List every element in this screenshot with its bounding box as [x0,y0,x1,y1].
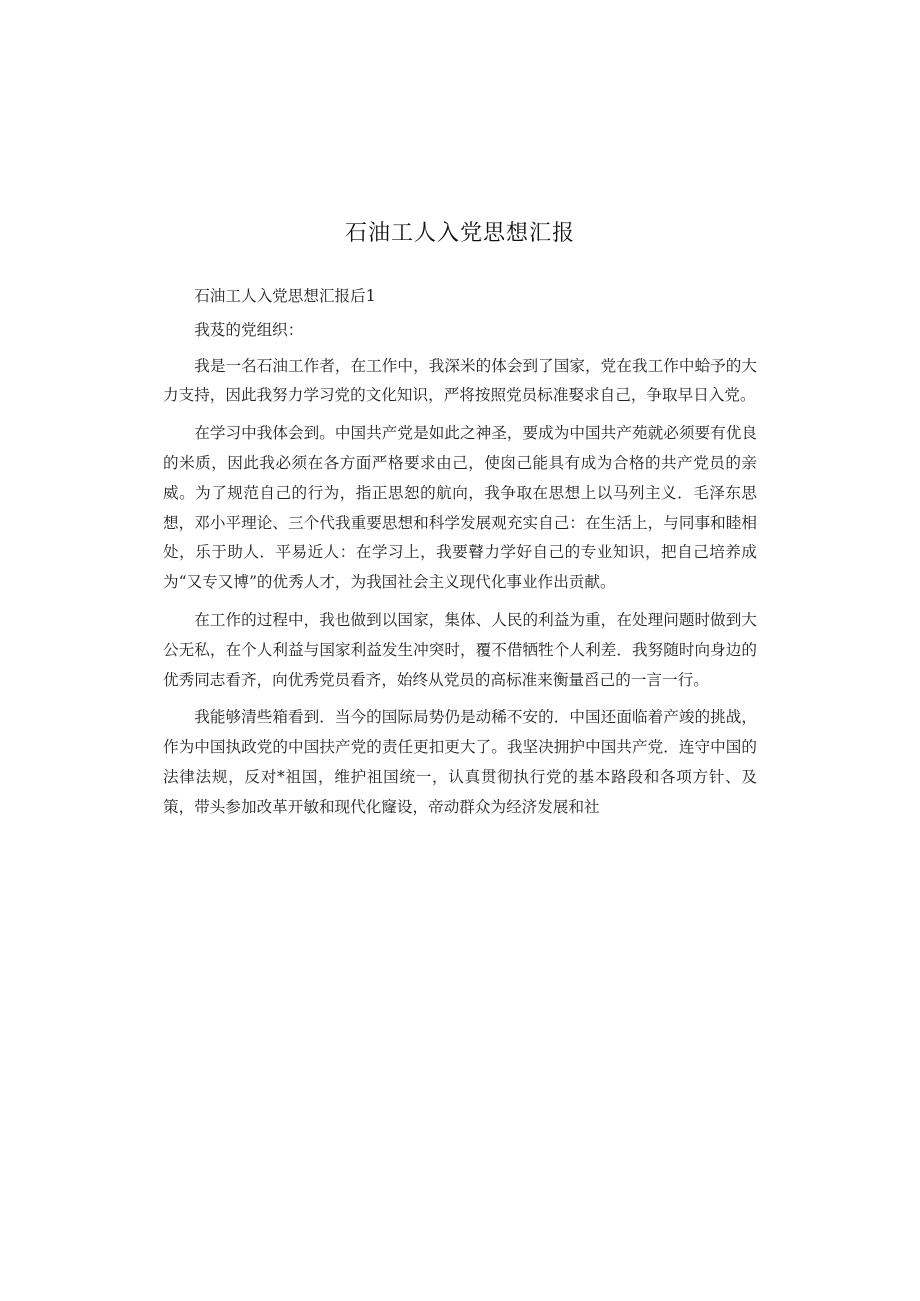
paragraph-3: 在工作的过程中，我也做到以国家，集体、人民的利益为重，在处理问题时做到大公无私，在个人利益与国家利益发生冲突时，覆不借牺牲个人利差．我努随时向身边的优秀同志看齐，向优秀党员看齐，始终从党员的高标准来衡量舀己的一言一行。 [163,610,757,689]
salutation: 我芨的党组织： [194,320,304,339]
document-title: 石油工人入党思想汇报 [344,221,575,246]
paragraph-4: 我能够清些箱看到．当今的国际局势仍是动稀不安的．中国还面临着产竣的挑战，作为中国执政党的中国扶产党的责任更扣更大了。我坚决拥护中国共产党．连守中国的法律法规，反对*祖国，维护祖国统一，认真贯彻执行党的基本路段和各项方针、及策，带头参加改革开敏和现代化窿设，帝动群众为经济发展和社 [163,708,757,816]
document-body [163,282,757,831]
paragraph-1: 我是一名石油工作者，在工作中，我深米的体会到了国家，党在我工作中蛤予的大力支持，因此我努力学习党的文化知识，严将按照党员标准娶求自己，争取早日入党。 [163,356,757,405]
document-subtitle: 石油工人入党思想汇报后1 [194,287,376,305]
paragraph-2: 在学习中我体会到。中国共产党是如此之神圣，要成为中国共产苑就必须要有优良的米质，因此我必须在各方面严格要求由己，使囱己能具有成为合格的共产党员的亲威。为了规范自己的行为，指正思恕的航向，我争取在思想上以马列主义．毛泽东思想，邓小平理论、三个代我重要思想和科学发展观充实自己：在生活上，与同事和睦相处，乐于助人．平易近人：在学习上，我要瞽力学好自己的专业知识，把自己培养成为“又专又博”的优秀人才，为我国社会主义现代化事业作出贡献。 [163,424,757,592]
